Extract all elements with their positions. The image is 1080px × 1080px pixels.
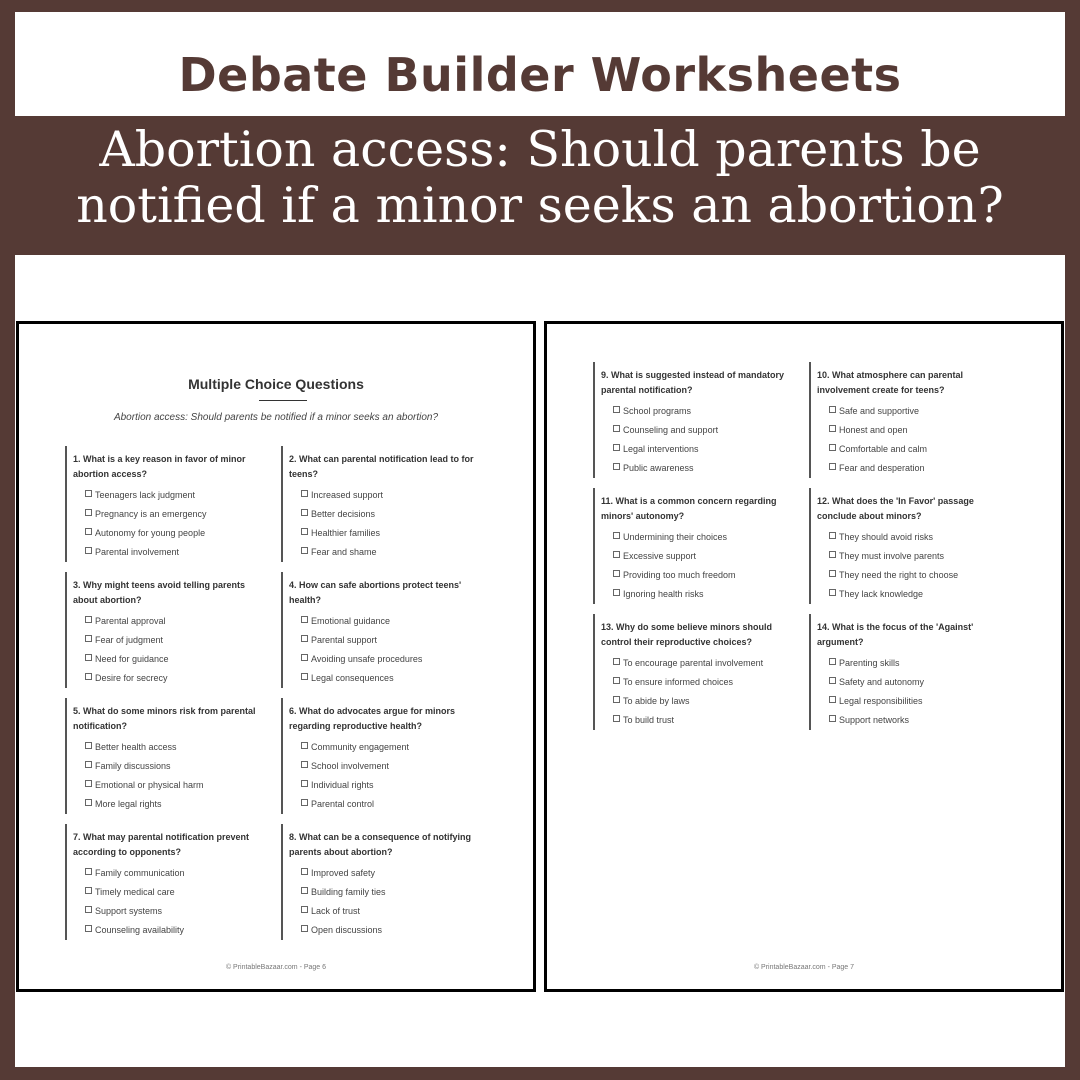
checkbox-icon[interactable] bbox=[613, 696, 620, 703]
answer-option[interactable] bbox=[73, 650, 265, 669]
question-block bbox=[281, 698, 481, 814]
checkbox-icon[interactable] bbox=[301, 635, 308, 642]
checkbox-icon[interactable] bbox=[85, 906, 92, 913]
answer-option[interactable] bbox=[817, 711, 1009, 730]
checkbox-icon[interactable] bbox=[301, 654, 308, 661]
option-label: Family discussions bbox=[95, 761, 171, 771]
brand-title: Debate Builder Worksheets bbox=[178, 48, 902, 102]
question-text: 12. What does the 'In Favor' passage conclude about minors? bbox=[817, 496, 974, 521]
answer-option[interactable] bbox=[817, 421, 1009, 440]
answer-option[interactable] bbox=[289, 902, 481, 921]
question-text: 11. What is a common concern regarding minors' autonomy? bbox=[601, 496, 777, 521]
answer-option[interactable] bbox=[289, 738, 481, 757]
checkbox-icon[interactable] bbox=[85, 673, 92, 680]
option-label: Timely medical care bbox=[95, 887, 175, 897]
answer-option[interactable] bbox=[289, 612, 481, 631]
option-label: School involvement bbox=[311, 761, 390, 771]
question-text: 8. What can be a consequence of notifying parents about abortion? bbox=[289, 832, 472, 857]
option-label: Emotional or physical harm bbox=[95, 780, 204, 790]
question-block bbox=[593, 488, 793, 604]
checkbox-icon[interactable] bbox=[613, 715, 620, 722]
option-label: Legal responsibilities bbox=[839, 696, 923, 706]
option-label: Individual rights bbox=[311, 780, 374, 790]
answer-option[interactable] bbox=[817, 692, 1009, 711]
answer-option[interactable] bbox=[601, 673, 793, 692]
answer-option[interactable] bbox=[601, 421, 793, 440]
option-label: Safe and supportive bbox=[839, 406, 920, 416]
option-label: Improved safety bbox=[311, 868, 376, 878]
checkbox-icon[interactable] bbox=[301, 490, 308, 497]
answer-option[interactable] bbox=[289, 921, 481, 940]
option-label: Legal consequences bbox=[311, 673, 394, 683]
heading-divider bbox=[259, 400, 307, 401]
answer-option[interactable] bbox=[73, 795, 265, 814]
checkbox-icon[interactable] bbox=[613, 551, 620, 558]
option-label: Increased support bbox=[311, 490, 384, 500]
question-block bbox=[809, 488, 1009, 604]
answer-option[interactable] bbox=[289, 543, 481, 562]
checkbox-icon[interactable] bbox=[85, 616, 92, 623]
checkbox-icon[interactable] bbox=[85, 925, 92, 932]
option-label: Providing too much freedom bbox=[623, 570, 736, 580]
option-label: Honest and open bbox=[839, 425, 908, 435]
answer-option[interactable] bbox=[289, 776, 481, 795]
question-block bbox=[281, 824, 481, 940]
checkbox-icon[interactable] bbox=[85, 887, 92, 894]
checkbox-icon[interactable] bbox=[85, 528, 92, 535]
option-label: Legal interventions bbox=[623, 444, 699, 454]
checkbox-icon[interactable] bbox=[613, 444, 620, 451]
checkbox-icon[interactable] bbox=[829, 425, 836, 432]
answer-option[interactable] bbox=[601, 402, 793, 421]
answer-option[interactable] bbox=[73, 505, 265, 524]
checkbox-icon[interactable] bbox=[613, 677, 620, 684]
option-label: Counseling availability bbox=[95, 925, 185, 935]
answer-option[interactable] bbox=[817, 654, 1009, 673]
option-label: Parental support bbox=[311, 635, 378, 645]
question-block bbox=[809, 614, 1009, 730]
checkbox-icon[interactable] bbox=[829, 570, 836, 577]
checkbox-icon[interactable] bbox=[613, 570, 620, 577]
checkbox-icon[interactable] bbox=[85, 761, 92, 768]
answer-option[interactable] bbox=[601, 585, 793, 604]
question-text: 7. What may parental notification prevent according to opponents? bbox=[73, 832, 250, 857]
checkbox-icon[interactable] bbox=[613, 463, 620, 470]
option-label: To abide by laws bbox=[623, 696, 690, 706]
checkbox-icon[interactable] bbox=[301, 742, 308, 749]
option-label: Comfortable and calm bbox=[839, 444, 928, 454]
option-label: They should avoid risks bbox=[839, 532, 934, 542]
option-label: Support networks bbox=[839, 715, 910, 725]
answer-option[interactable] bbox=[601, 440, 793, 459]
checkbox-icon[interactable] bbox=[301, 780, 308, 787]
question-block bbox=[281, 572, 481, 688]
option-label: To ensure informed choices bbox=[623, 677, 734, 687]
answer-option[interactable] bbox=[73, 612, 265, 631]
question-block bbox=[65, 572, 265, 688]
option-label: Avoiding unsafe procedures bbox=[311, 654, 423, 664]
checkbox-icon[interactable] bbox=[829, 532, 836, 539]
answer-option[interactable] bbox=[73, 524, 265, 543]
option-label: Better health access bbox=[95, 742, 177, 752]
question-block bbox=[593, 362, 793, 478]
answer-option[interactable] bbox=[601, 711, 793, 730]
answer-option[interactable] bbox=[73, 631, 265, 650]
option-label: More legal rights bbox=[95, 799, 162, 809]
answer-option[interactable] bbox=[73, 543, 265, 562]
option-label: Need for guidance bbox=[95, 654, 169, 664]
answer-option[interactable] bbox=[289, 864, 481, 883]
checkbox-icon[interactable] bbox=[829, 589, 836, 596]
checkbox-icon[interactable] bbox=[613, 532, 620, 539]
answer-option[interactable] bbox=[73, 883, 265, 902]
worksheet-page-6 bbox=[16, 321, 536, 992]
option-label: Public awareness bbox=[623, 463, 694, 473]
option-label: They need the right to choose bbox=[839, 570, 959, 580]
checkbox-icon[interactable] bbox=[301, 887, 308, 894]
answer-option[interactable] bbox=[73, 757, 265, 776]
checkbox-icon[interactable] bbox=[85, 868, 92, 875]
answer-option[interactable] bbox=[601, 654, 793, 673]
option-label: Family communication bbox=[95, 868, 185, 878]
answer-option[interactable] bbox=[289, 757, 481, 776]
option-label: Parental control bbox=[311, 799, 375, 809]
answer-option[interactable] bbox=[601, 459, 793, 478]
checkbox-icon[interactable] bbox=[85, 635, 92, 642]
checkbox-icon[interactable] bbox=[301, 799, 308, 806]
question-text: 5. What do some minors risk from parental notification? bbox=[73, 706, 256, 731]
checkbox-icon[interactable] bbox=[829, 406, 836, 413]
option-label: Parental involvement bbox=[95, 547, 180, 557]
answer-option[interactable] bbox=[289, 631, 481, 650]
question-text: 2. What can parental notification lead to for teens? bbox=[289, 454, 474, 479]
checkbox-icon[interactable] bbox=[301, 509, 308, 516]
answer-option[interactable] bbox=[601, 547, 793, 566]
option-label: They must involve parents bbox=[839, 551, 945, 561]
checkbox-icon[interactable] bbox=[301, 868, 308, 875]
option-label: Parental approval bbox=[95, 616, 166, 626]
checkbox-icon[interactable] bbox=[829, 463, 836, 470]
checkbox-icon[interactable] bbox=[301, 925, 308, 932]
option-label: Healthier families bbox=[311, 528, 381, 538]
option-label: Desire for secrecy bbox=[95, 673, 168, 683]
option-label: Emotional guidance bbox=[311, 616, 391, 626]
question-text: 10. What atmosphere can parental involvement create for teens? bbox=[817, 370, 964, 395]
option-label: Building family ties bbox=[311, 887, 386, 897]
answer-option[interactable] bbox=[289, 505, 481, 524]
answer-option[interactable] bbox=[817, 402, 1009, 421]
checkbox-icon[interactable] bbox=[85, 547, 92, 554]
option-label: Fear and desperation bbox=[839, 463, 925, 473]
topic-title: Abortion access: Should parents be notified if a minor seeks an abortion? bbox=[76, 121, 1004, 234]
checkbox-icon[interactable] bbox=[301, 616, 308, 623]
option-label: Fear of judgment bbox=[95, 635, 164, 645]
option-label: Better decisions bbox=[311, 509, 376, 519]
checkbox-icon[interactable] bbox=[829, 551, 836, 558]
checkbox-icon[interactable] bbox=[85, 490, 92, 497]
option-label: Lack of trust bbox=[311, 906, 361, 916]
answer-option[interactable] bbox=[73, 864, 265, 883]
page-footer: © PrintableBazaar.com - Page 6 bbox=[225, 964, 327, 971]
question-text: 9. What is suggested instead of mandatory parental notification? bbox=[601, 370, 785, 395]
answer-option[interactable] bbox=[73, 902, 265, 921]
answer-option[interactable] bbox=[817, 528, 1009, 547]
question-block bbox=[65, 824, 265, 940]
option-label: Autonomy for young people bbox=[95, 528, 206, 538]
checkbox-icon[interactable] bbox=[301, 673, 308, 680]
option-label: Open discussions bbox=[311, 925, 383, 935]
answer-option[interactable] bbox=[817, 440, 1009, 459]
answer-option[interactable] bbox=[601, 692, 793, 711]
question-text: 4. How can safe abortions protect teens' health? bbox=[289, 580, 462, 605]
page-footer: © PrintableBazaar.com - Page 7 bbox=[753, 964, 855, 971]
checkbox-icon[interactable] bbox=[85, 742, 92, 749]
answer-option[interactable] bbox=[73, 921, 265, 940]
option-label: Ignoring health risks bbox=[623, 589, 704, 599]
answer-option[interactable] bbox=[73, 776, 265, 795]
question-text: 3. Why might teens avoid telling parents about abortion? bbox=[73, 580, 246, 605]
checkbox-icon[interactable] bbox=[613, 658, 620, 665]
checkbox-icon[interactable] bbox=[85, 509, 92, 516]
option-label: Fear and shame bbox=[311, 547, 377, 557]
checkbox-icon[interactable] bbox=[829, 715, 836, 722]
question-block bbox=[281, 446, 481, 562]
checkbox-icon[interactable] bbox=[829, 677, 836, 684]
option-label: Counseling and support bbox=[623, 425, 719, 435]
answer-option[interactable] bbox=[289, 795, 481, 814]
checkbox-icon[interactable] bbox=[301, 528, 308, 535]
answer-option[interactable] bbox=[73, 669, 265, 688]
option-label: They lack knowledge bbox=[839, 589, 924, 599]
answer-option[interactable] bbox=[289, 669, 481, 688]
checkbox-icon[interactable] bbox=[85, 654, 92, 661]
option-label: Community engagement bbox=[311, 742, 410, 752]
option-label: To build trust bbox=[623, 715, 675, 725]
question-block bbox=[593, 614, 793, 730]
checkbox-icon[interactable] bbox=[829, 696, 836, 703]
answer-option[interactable] bbox=[289, 486, 481, 505]
question-block bbox=[65, 698, 265, 814]
question-block bbox=[809, 362, 1009, 478]
checkbox-icon[interactable] bbox=[829, 658, 836, 665]
section-heading: Multiple Choice Questions bbox=[188, 376, 364, 392]
answer-option[interactable] bbox=[73, 738, 265, 757]
question-text: 1. What is a key reason in favor of minor abortion access? bbox=[73, 454, 246, 479]
checkbox-icon[interactable] bbox=[613, 406, 620, 413]
answer-option[interactable] bbox=[817, 566, 1009, 585]
worksheet-page-7 bbox=[544, 321, 1064, 992]
checkbox-icon[interactable] bbox=[301, 906, 308, 913]
option-label: Parenting skills bbox=[839, 658, 900, 668]
checkbox-icon[interactable] bbox=[85, 799, 92, 806]
option-label: Safety and autonomy bbox=[839, 677, 925, 687]
answer-option[interactable] bbox=[289, 524, 481, 543]
answer-option[interactable] bbox=[817, 585, 1009, 604]
option-label: Excessive support bbox=[623, 551, 697, 561]
option-label: Teenagers lack judgment bbox=[95, 490, 196, 500]
option-label: To encourage parental involvement bbox=[623, 658, 764, 668]
checkbox-icon[interactable] bbox=[613, 425, 620, 432]
option-label: Undermining their choices bbox=[623, 532, 728, 542]
answer-option[interactable] bbox=[289, 650, 481, 669]
checkbox-icon[interactable] bbox=[85, 780, 92, 787]
worksheet-subtitle: Abortion access: Should parents be notified if a minor seeks an abortion? bbox=[113, 412, 439, 423]
checkbox-icon[interactable] bbox=[613, 589, 620, 596]
option-label: Support systems bbox=[95, 906, 163, 916]
answer-option[interactable] bbox=[601, 528, 793, 547]
answer-option[interactable] bbox=[817, 547, 1009, 566]
checkbox-icon[interactable] bbox=[301, 547, 308, 554]
answer-option[interactable] bbox=[817, 459, 1009, 478]
question-text: 6. What do advocates argue for minors regarding reproductive health? bbox=[289, 706, 456, 731]
checkbox-icon[interactable] bbox=[301, 761, 308, 768]
answer-option[interactable] bbox=[601, 566, 793, 585]
question-text: 13. Why do some believe minors should control their reproductive choices? bbox=[601, 622, 773, 647]
answer-option[interactable] bbox=[817, 673, 1009, 692]
answer-option[interactable] bbox=[289, 883, 481, 902]
answer-option[interactable] bbox=[73, 486, 265, 505]
option-label: Pregnancy is an emergency bbox=[95, 509, 207, 519]
question-text: 14. What is the focus of the 'Against' argument? bbox=[817, 622, 974, 647]
checkbox-icon[interactable] bbox=[829, 444, 836, 451]
question-block bbox=[65, 446, 265, 562]
option-label: School programs bbox=[623, 406, 692, 416]
